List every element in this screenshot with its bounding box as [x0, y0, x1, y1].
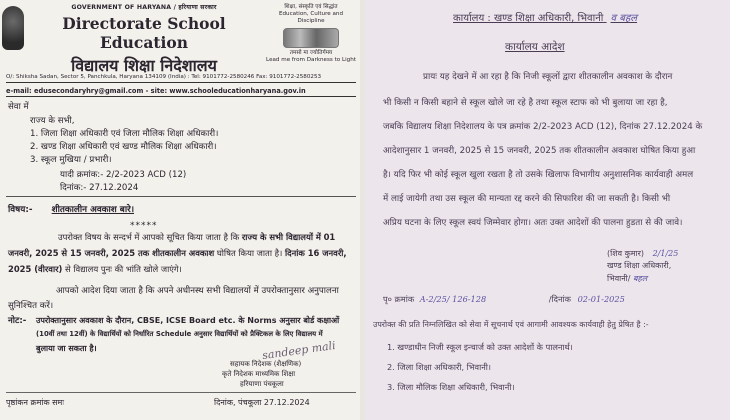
order-line-6: अप्रिय घटना के लिए स्कूल स्वयं जिम्मेवार होगा। अतः उक्त आदेशों की पालना हुडता से की जावे।: [383, 218, 683, 228]
stars-divider: *****: [130, 221, 158, 231]
office-handwritten: व बहल: [610, 13, 638, 24]
para1-g: से विद्यालय पुनः की भांति खोले जाएंगे।: [62, 263, 182, 274]
directorate-title-en: Directorate School Education: [62, 13, 226, 53]
haryana-emblem-icon: [2, 6, 24, 50]
para1-d: घोषित किया जाता है।: [214, 247, 285, 258]
sign-place-hand: बहल: [632, 273, 648, 283]
motto-hi: तमसो मा ज्योतिर्गमय: [289, 49, 333, 56]
left-document: [0, 0, 360, 420]
office-heading: [453, 10, 637, 24]
directorate-title-hi: विद्यालय शिक्षा निदेशालय: [71, 55, 217, 75]
signature-block: [607, 248, 717, 285]
para1-b: राज्य के सभी विद्यालयों में: [241, 232, 321, 242]
subject-label: विषय:-: [8, 205, 33, 215]
order-line-0: प्रायः यह देखने में आ रहा है कि निजी स्कूलों द्वारा शीतकालीन अवकाश के दौरान: [423, 72, 673, 82]
para-1: [8, 230, 354, 278]
motto-en: Lead me from Darkness to Light: [266, 56, 356, 63]
order-line-2: जबकि विद्यालय शिक्षा निदेशालय के पत्र क्रमांक 2/2-2023 ACD (12), दिनांक 27.12.2024 के: [383, 122, 703, 132]
sign-hand-date: 2/1/25: [652, 249, 679, 258]
para-2b: सुनिश्चित करें।: [8, 301, 54, 311]
recipient-1: 1. जिला शिक्षा अधिकारी एवं जिला मौलिक शिक्षा अधिकारी।: [30, 129, 219, 139]
right-top-text: शिक्षा, संस्कृति एवं सिद्धांत: [284, 4, 338, 10]
subject-text: शीतकालीन अवकाश बारे।: [51, 205, 135, 215]
note-line-3: बुलाया जा सकता है।: [36, 344, 97, 353]
sign-name: (शिव कुमार): [607, 249, 645, 258]
para1-e: दिनांक 16 जनवरी,: [284, 247, 347, 258]
footer-divider: [6, 392, 356, 393]
footer-endorsement: पृष्ठांकन क्रमांक समः: [6, 398, 64, 407]
memo-date: दिनांक:- 27.12.2024: [60, 183, 139, 193]
subject-line: [8, 205, 134, 216]
to-label: सेवा में: [8, 102, 29, 112]
sign-title-1: सहायक निदेशक (शैक्षणिक): [230, 360, 302, 368]
recipient-3: 3. स्कूल मुखिया / प्रभारी।: [30, 155, 112, 165]
note-line-1: उपरोक्तानुसार अवकाश के दौरान, CBSE, ICSE Board etc. के Norms अनुसार बोर्ड कक्षाओं: [36, 316, 340, 325]
reference-row: [383, 294, 625, 305]
order-line-5: में लाई जायेगी तथा उस स्कूल की मान्यता रद्द करने की सिफारिश की जा सकती है। किसी भी: [383, 194, 671, 204]
sign-place-row: [607, 273, 717, 285]
ref-date-label: /दिनांक: [548, 294, 571, 304]
ref-label: पृ० क्रमांक: [383, 294, 415, 304]
letterhead-address: O/: Shiksha Sadan, Sector 5, Panchkula, Haryana 134109 (India) : Tel: 9101772-2580246 Fax: 9101772-2580253: [6, 74, 322, 80]
letterhead-email: e-mail: edusecondaryhry@gmail.com - site: www.schooleducationharyana.gov.in: [6, 87, 306, 95]
section-divider: [6, 196, 356, 197]
footer-date: दिनांक, पंचकूला 27.12.2024: [214, 398, 310, 407]
recipient-0: राज्य के सभी,: [30, 116, 75, 126]
para1-f: 2025 (वीरवार): [8, 263, 63, 274]
ref-number-hand: A-2/25/ 126-128: [419, 294, 487, 304]
sign-title-3: हरियाणा पंचकूला: [240, 380, 284, 388]
order-line-1: भी किसी न किसी बहाने से स्कूल खोले जा रहे है तथा स्कूल स्टाफ को भी बुलाया जा रहा है,: [383, 98, 668, 108]
sign-place: भिवानी/: [607, 273, 631, 283]
right-document: [365, 0, 730, 420]
memo-number: यादी क्रमांक:- 2/2-2023 ACD (12): [60, 170, 187, 180]
order-title: कार्यालय आदेश: [505, 41, 565, 53]
ref-date-hand: 02-01-2025: [577, 294, 625, 304]
gov-label: GOVERNMENT OF HARYANA / हरियाणा सरकार: [71, 4, 217, 11]
copy-list-item-2: 3. जिला मौलिक शिक्षा अधिकारी, भिवानी।: [387, 382, 515, 392]
copy-list-item-0: 1. खण्डाधीन निजी स्कूल इन्चार्ज को उक्त आदेशों के पालनार्थ।: [387, 342, 573, 352]
letterhead-right: [266, 4, 356, 64]
lamp-emblem-icon: [283, 28, 339, 48]
order-line-4: है। यदि फिर भी कोई स्कूल खुला रखता है तो उसके खिलाफ विभागीय अनुशासनिक कार्यवाही अमल: [383, 170, 694, 180]
signature-scribble: sandeep mali: [261, 338, 337, 363]
right-sub-text: Education, Culture and Discipline: [278, 10, 344, 24]
order-line-3: आदेशानुसार 1 जनवरी, 2025 से 15 जनवरी, 2025 तक शीतकालीन अवकाश घोषित किया हुआ: [383, 146, 696, 156]
para-2: आपको आदेश दिया जाता है कि अपने अधीनस्थ सभी विद्यालयों में उपरोक्तानुसार अनुपालना: [56, 286, 339, 296]
copy-list-item-1: 2. जिला शिक्षा अधिकारी, भिवानी।: [387, 362, 491, 372]
para1-c: 01 जनवरी, 2025 से 15 जनवरी, 2025 तक शीतकालीन अवकाश: [8, 232, 336, 258]
letterhead-divider: [6, 82, 356, 83]
letterhead-divider-2: [6, 96, 356, 97]
copy-line: उपरोक्त की प्रति निम्नलिखित को सेवा में सूचनार्थ एवं आगामी आवश्यक कार्यवाही हेतु प्रेषित है :-: [373, 320, 649, 329]
sign-title: खण्ड शिक्षा अधिकारी,: [607, 261, 672, 271]
sign-title-2: कृते निदेशक माध्यमिक शिक्षा: [222, 370, 296, 378]
recipient-2: 2. खण्ड शिक्षा अधिकारी एवं खण्ड मौलिक शिक्षा अधिकारी।: [30, 142, 217, 152]
note-line-2: (10वीं तथा 12वीं) के विद्यार्थियों को निर्धारित Schedule अनुसार विद्यार्थियों को प्रैक्टिकल के लिए विद्यालय में: [36, 330, 323, 338]
letterhead-center: [28, 4, 260, 76]
para1-a: उपरोक्त विषय के सन्दर्भ में आपको सूचित किया जाता है कि: [58, 232, 242, 242]
office-text: कार्यालय : खण्ड शिक्षा अधिकारी, भिवानी: [453, 13, 604, 24]
note-label: नोट:-: [8, 316, 27, 326]
sign-name-row: [607, 248, 717, 260]
